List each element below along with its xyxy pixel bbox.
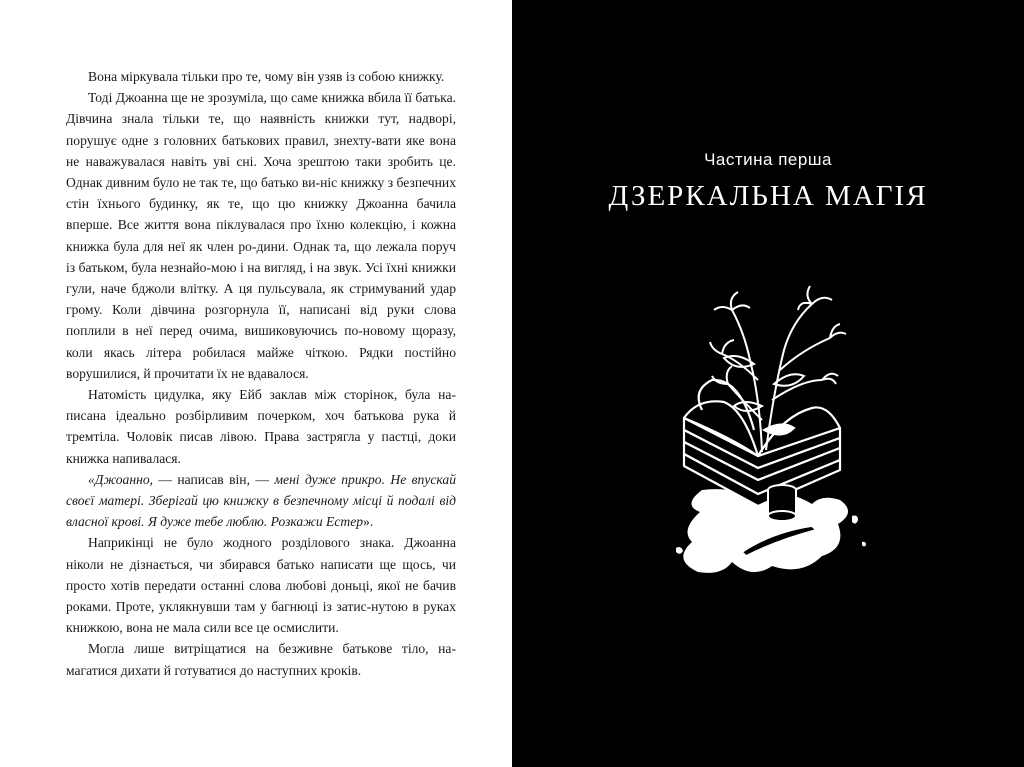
paragraph (66, 66, 456, 87)
inkwell (768, 485, 796, 521)
paragraph (66, 638, 456, 680)
text-run: Могла лише витріщатися на безживне батькове тіло, на-магатися дихати й готуватися до наступних кроків. (66, 641, 456, 678)
italic-text: мені дуже прикро. Не впускай своєї матері. Зберігай цю книжку в безпечному місці й подалі від власної крові. Я дуже тебе люблю. Розкажи Естер (66, 471, 456, 530)
part-label: Частина перша (704, 150, 832, 169)
part-title: ДЗЕРКАЛЬНА МАГІЯ (608, 180, 928, 212)
book-plant-illustration (662, 280, 882, 590)
text-run: Натомість цидулка, яку Ейб заклав між сторінок, була на-писана ідеально розбірливим почерком, хоч батькова рука й тремтіла. Чоловік писав лівою. Права застрягла у пастці, доки книжка напивалася. (66, 387, 456, 466)
italic-text: «Джоанно, (88, 471, 154, 487)
text-run: ». (363, 514, 374, 530)
body-text (66, 66, 456, 681)
right-page (512, 0, 1024, 767)
text-run: Тоді Джоанна ще не зрозуміла, що саме книжка вбила її батька. Дівчина знала тільки те, що наявність книжки тут, надворі, порушує одне з головних батькових правил, знехту-вати яке вона не наважувалася навіть уві сні. Хоча зрештою таки зробить це. Однак дивним було не так те, що батько ви-ніс книжку з безпечних стін їхнього будинку, як те, що цю книжку Джоанна бачила вперше. Все життя вона піклувалася про їхню колекцію, і кожна книжка була для неї як член ро-дини. Однак та, що лежала поруч із батьком, була незнайо-мою і на вигляд, і на звук. Усі їхні книжки гули, наче бджоли влітку. А ця пульсувала, як стримуваний удар грому. Коли дівчина розгорнула її, написані від руки слова поплили в неї перед очима, вишиковуючись по-новому щоразу, коли якась літера робилася майже чіткою. Рядки постійно ворушилися, й прочитати їх не вдавалося. (66, 90, 456, 381)
paragraph (66, 87, 456, 384)
text-run: Вона міркувала тільки про те, чому він узяв із собою книжку. (88, 69, 445, 84)
text-run: — написав він, — (153, 471, 275, 487)
paragraph (66, 469, 456, 533)
paragraph (66, 532, 456, 638)
paragraph (66, 384, 456, 469)
text-run: Наприкінці не було жодного розділового знака. Джоанна ніколи не дізнається, чи збирався батько написати ще щось, чи просто хотів передати останні слова любові доньці, якої не бачив роками. Проте, уклякнувши там у багнюці із затис-нутою в руках книжкою, вона не мала сили все це осмислити. (66, 535, 456, 636)
